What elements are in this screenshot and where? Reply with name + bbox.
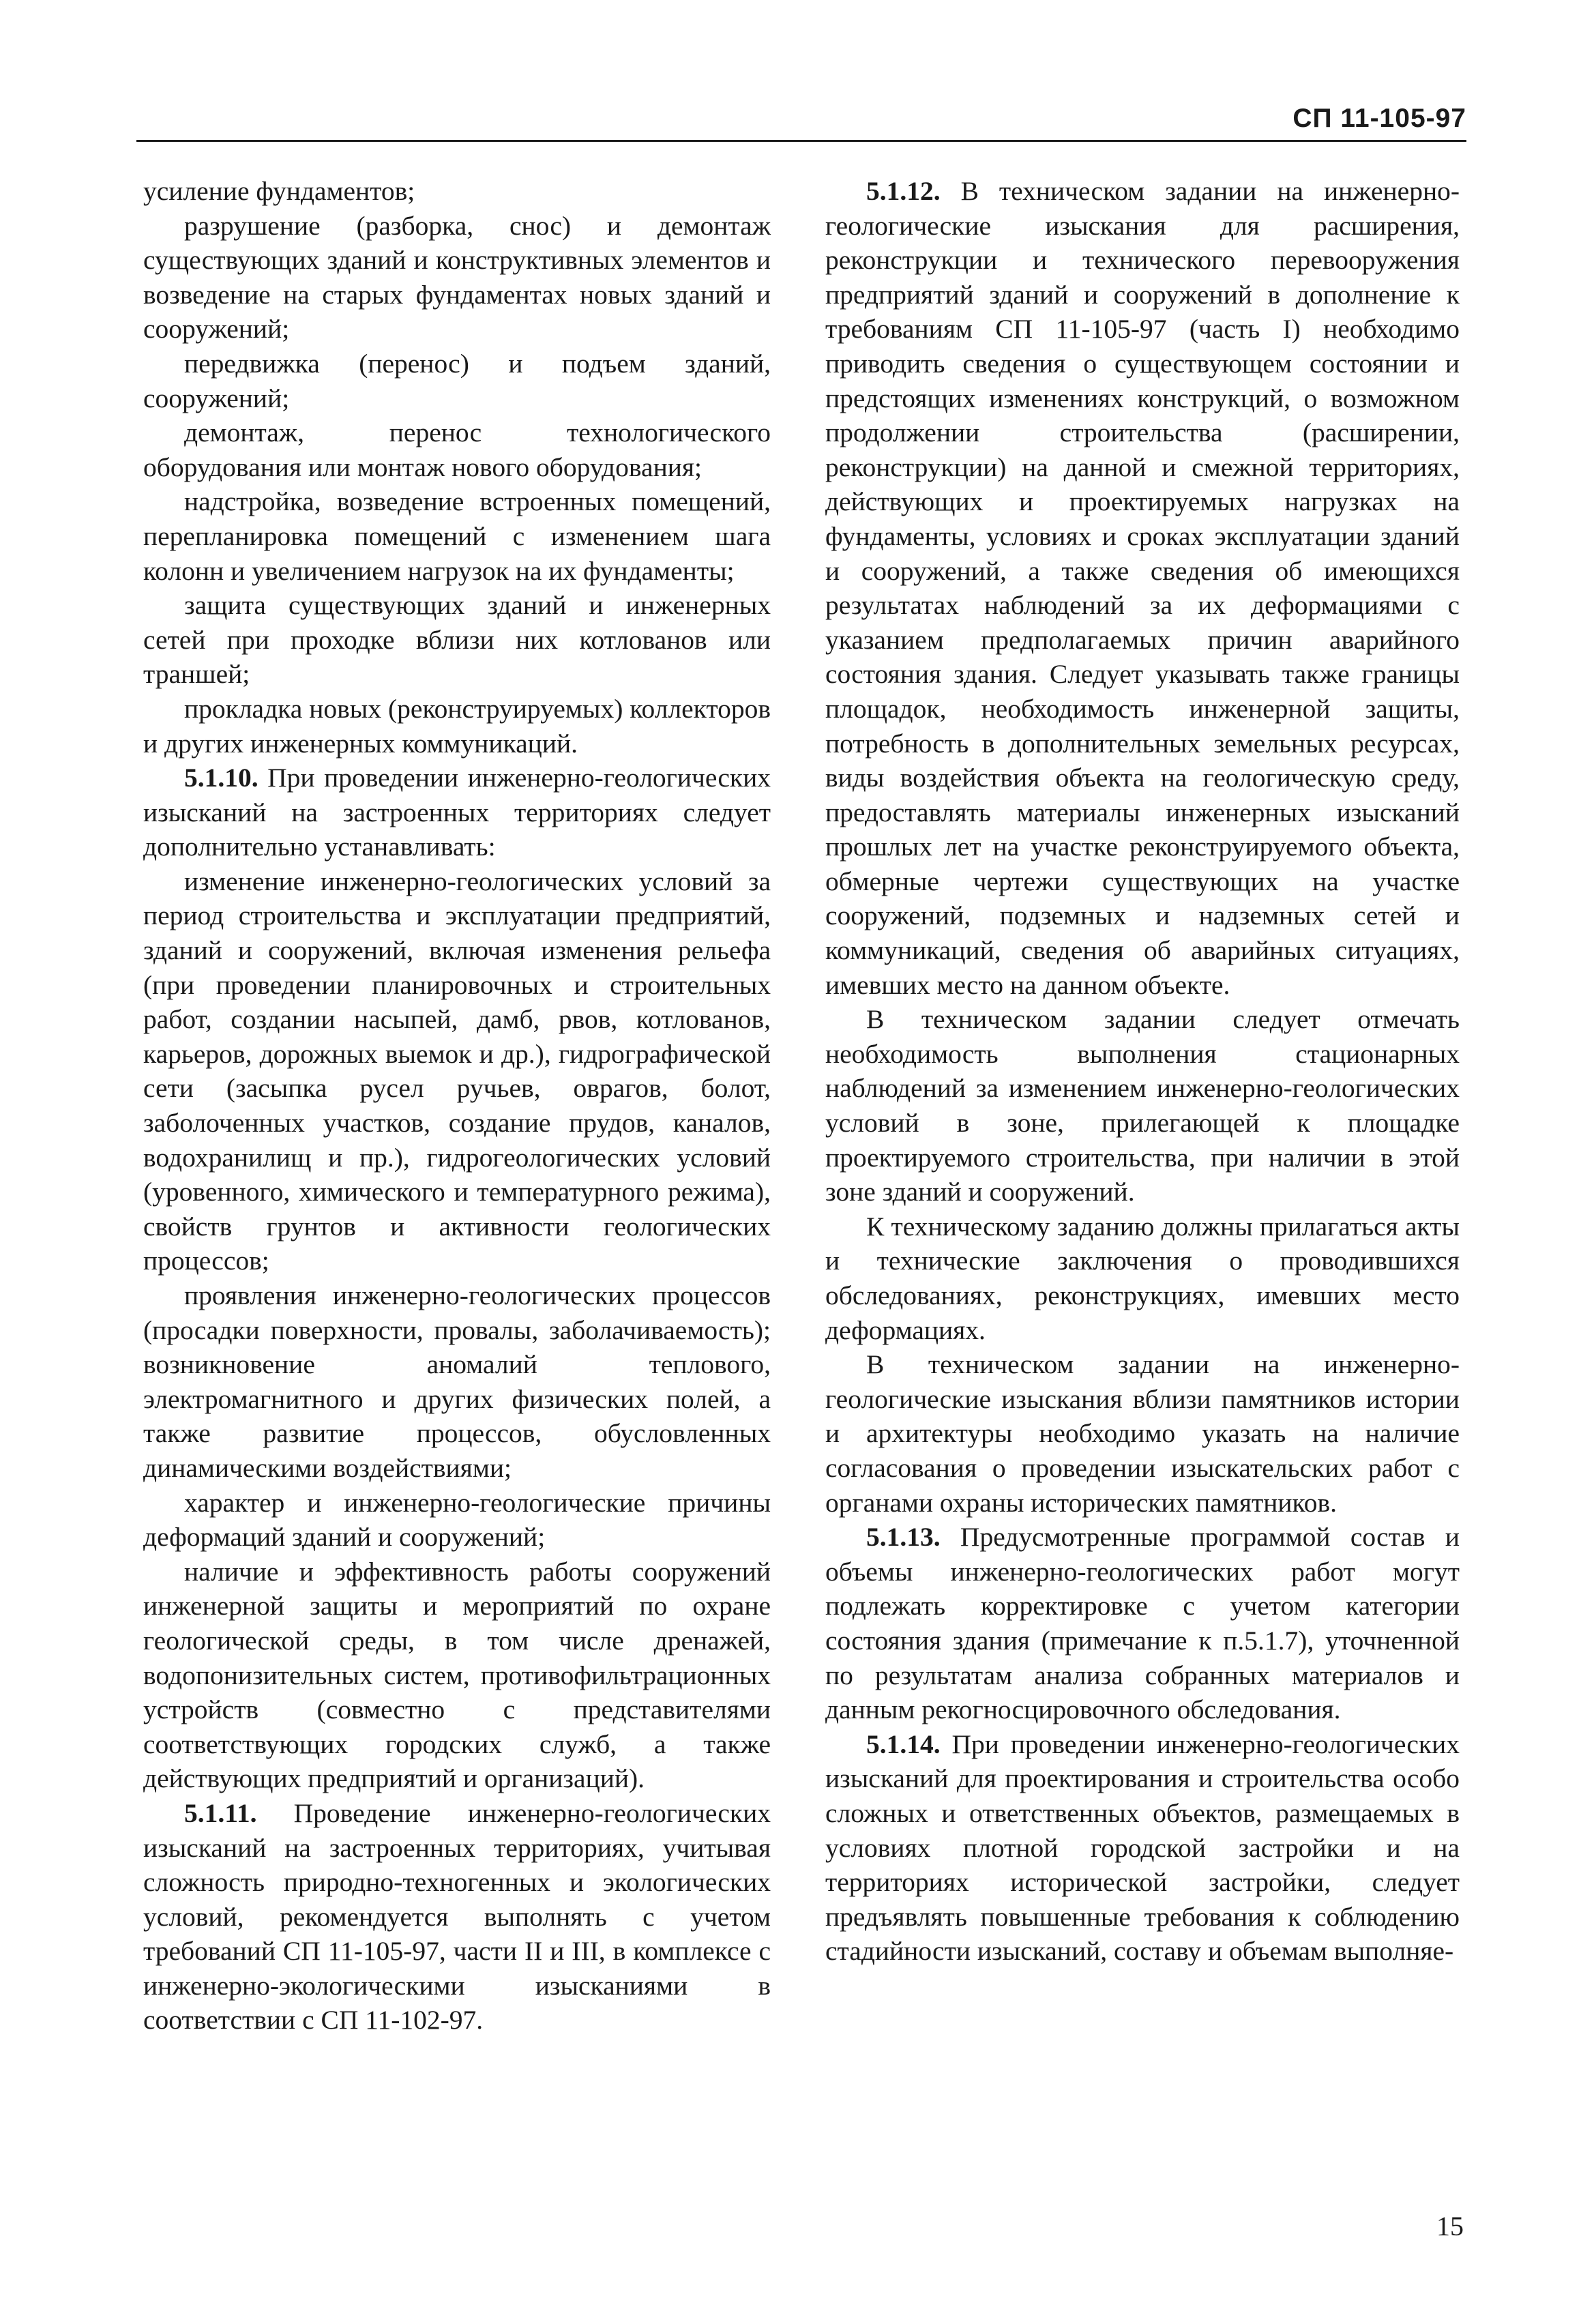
paragraph: В техническом задании на инженерно-геологические изыскания вблизи памятников истории и архитектуры необходимо указать на наличие согласования о проведении изыскательских работ с органами охраны исторических памятников. bbox=[825, 1349, 1460, 1518]
section-5-1-12 bbox=[825, 174, 1460, 1002]
section-number: 5.1.14. bbox=[866, 1729, 941, 1759]
left-column bbox=[143, 174, 771, 2038]
document-code: СП 11-105-97 bbox=[1292, 104, 1466, 133]
section-text: При проведении инженерно-геологических изысканий для проектирования и строительства особо сложных и ответственных объектов, размещаемых в условиях плотной городской застройки и на территориях исторической застройки, следует предъявлять повышенные требования к соблюдению стадийности изысканий, составу и объемам выполняе- bbox=[825, 1729, 1460, 1967]
paragraph: усиление фундаментов; bbox=[143, 176, 415, 206]
section-5-1-10 bbox=[143, 761, 771, 864]
paragraph: разрушение (разборка, снос) и демонтаж существующих зданий и конструктивных элементов и возведение на старых фундаментах новых зданий и сооружений; bbox=[143, 210, 771, 344]
section-text: Предусмотренные программой состав и объемы инженерно-геологических работ могут подлежать корректировке с учетом категории состояния здания (примечание к п.5.1.7), уточненной по результатам анализа собранных материалов и данным рекогносцировочного обследования. bbox=[825, 1522, 1460, 1725]
section-text: В техническом задании на инженерно-геологические изыскания для расширения, реконструкции и технического перевооружения предприятий зданий и сооружений в дополнение к требованиям СП 11-105-97 (часть I) необходимо приводить сведения о существующем состоянии и предстоящих изменениях конструкций, о возможном продолжении строительства (расширении, реконструкции) на данной и смежной территориях, действующих и проектируемых нагрузках на фундаменты, условиях и сроках эксплуатации зданий и сооружений, а также сведения об имеющихся результатах наблюдений за их деформациями с указанием предполагаемых причин аварийного состояния здания. Следует указывать также границы площадок, необходимость инженерной защиты, потребность в дополнительных земельных ресурсах, виды воздействия объекта на геологическую среду, предоставлять материалы инженерных изысканий прошлых лет на участке реконструируемого объекта, обмерные чертежи существующих на участке сооружений, подземных и надземных сетей и коммуникаций, сведения об аварийных ситуациях, имевших место на данном объекте. bbox=[825, 176, 1460, 1000]
page-number: 15 bbox=[1436, 2211, 1464, 2242]
paragraph: прокладка новых (реконструируемых) коллекторов и других инженерных коммуникаций. bbox=[143, 693, 771, 759]
paragraph: изменение инженерно-геологических условий за период строительства и эксплуатации предприятий, зданий и сооружений, включая изменения рельефа (при проведении планировочных и строительных работ, создании насыпей, дамб, рвов, котлованов, карьеров, дорожных выемок и др.), гидрографической сети (засыпка русел ручьев, оврагов, болот, заболоченных участков, создание прудов, каналов, водохранилищ и пр.), гидрогеологических условий (уровенного, химического и температурного режима), свойств грунтов и активности геологических процессов; bbox=[143, 866, 771, 1276]
right-column bbox=[825, 174, 1460, 1969]
paragraph: В техническом задании следует отмечать необходимость выполнения стационарных наблюдений за изменением инженерно-геологических условий в зоне, прилегающей к площадке проектируемого строительства, при наличии в этой зоне зданий и сооружений. bbox=[825, 1004, 1460, 1207]
paragraph: К техническому заданию должны прилагаться акты и технические заключения о проводившихся обследованиях, реконструкциях, имевших место деформациях. bbox=[825, 1211, 1460, 1345]
paragraph: надстройка, возведение встроенных помещений, перепланировка помещений с изменением шага колонн и увеличением нагрузок на их фундаменты; bbox=[143, 486, 771, 586]
paragraph: передвижка (перенос) и подъем зданий, сооружений; bbox=[143, 348, 771, 413]
section-text: При проведении инженерно-геологических изысканий на застроенных территориях следует дополнительно устанавливать: bbox=[143, 763, 771, 862]
section-5-1-14 bbox=[825, 1727, 1460, 1969]
paragraph: характер и инженерно-геологические причины деформаций зданий и сооружений; bbox=[143, 1487, 771, 1553]
section-number: 5.1.10. bbox=[184, 763, 258, 793]
section-5-1-11 bbox=[143, 1796, 771, 2038]
section-text: Проведение инженерно-геологических изысканий на застроенных территориях, учитывая сложность природно-техногенных и экологических условий, рекомендуется выполнять с учетом требований СП 11-105-97, части II и III, в комплексе с инженерно-экологическими изысканиями в соответствии с СП 11-102-97. bbox=[143, 1797, 771, 2036]
paragraph: демонтаж, перенос технологического оборудования или монтаж нового оборудования; bbox=[143, 417, 771, 482]
section-number: 5.1.13. bbox=[866, 1522, 941, 1553]
section-number: 5.1.11. bbox=[184, 1797, 257, 1828]
paragraph: наличие и эффективность работы сооружений инженерной защиты и мероприятий по охране геологической среды, в том числе дренажей, водопонизительных систем, противофильтрационных устройств (совместно с представителями соответствующих городских служб, а также действующих предприятий и организаций). bbox=[143, 1556, 771, 1794]
paragraph: проявления инженерно-геологических процессов (просадки поверхности, провалы, заболачиваемость); возникновение аномалий теплового, электромагнитного и других физических полей, а также развитие процессов, обусловленных динамическими воздействиями; bbox=[143, 1280, 771, 1483]
section-number: 5.1.12. bbox=[866, 176, 941, 206]
header-rule bbox=[136, 140, 1466, 142]
paragraph: защита существующих зданий и инженерных сетей при проходке вблизи них котлованов или траншей; bbox=[143, 590, 771, 690]
section-5-1-13 bbox=[825, 1520, 1460, 1727]
